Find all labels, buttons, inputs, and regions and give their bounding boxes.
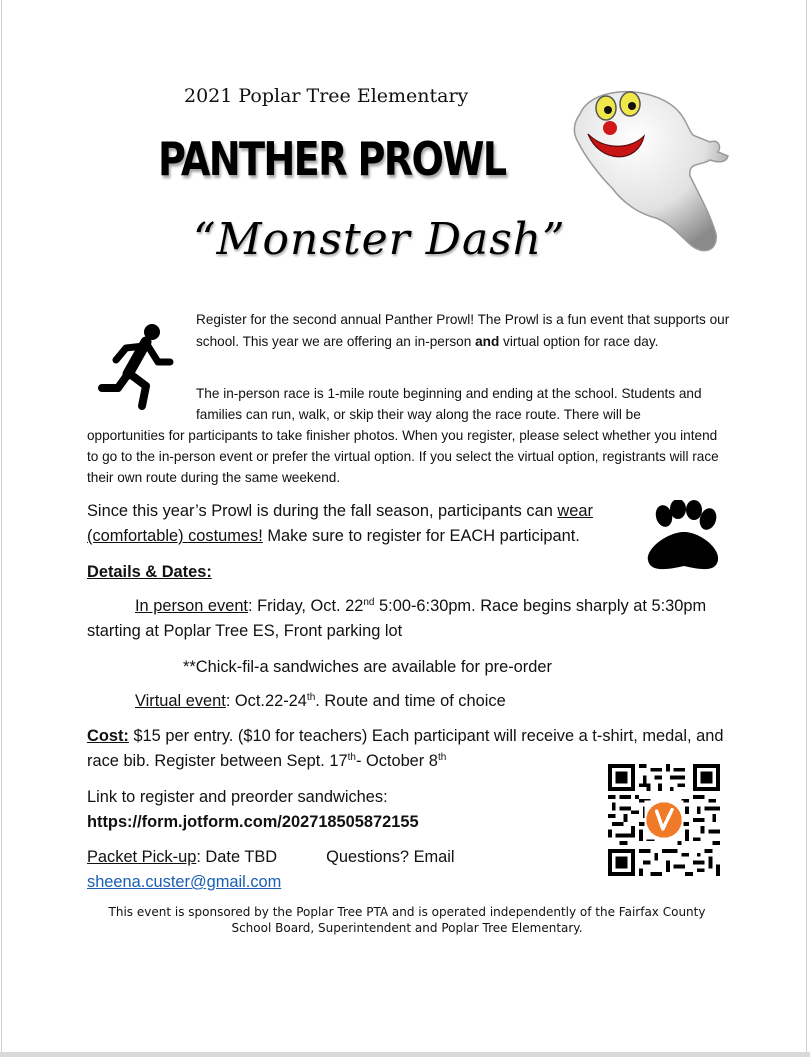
paw-print-icon [644, 500, 724, 574]
virtual-event: Virtual event: Oct.22-24th. Route and time of choice [135, 692, 506, 710]
inperson-description: opportunities for participants to take finisher photos. When you register, please select whether you intend to go to the in-person event or prefer the virtual option. If you select the virtual option, registrants will race their own route during the same weekend. [87, 428, 719, 485]
runner-icon [96, 322, 174, 412]
qr-code[interactable] [608, 764, 720, 876]
inperson-description-top: The in-person race is 1-mile route beginning and ending at the school. Students and families can run, walk, or skip their way along the race route. There will be [196, 386, 702, 422]
details-heading: Details & Dates: [87, 563, 212, 581]
school-line: 2021 Poplar Tree Elementary [184, 85, 469, 107]
chick-fil-a-note: **Chick-fil-a sandwiches are available for pre-order [183, 658, 552, 676]
cost-paragraph: Cost: $15 per entry. ($10 for teachers) Each participant will receive a t-shirt, medal, and race bib. Register between Sept. 17th- October 8th [87, 727, 724, 770]
event-title: PANTHER PROWL [158, 132, 506, 186]
packet-block [87, 845, 587, 895]
intro-paragraph: Register for the second annual Panther Prowl! The Prowl is a fun event that supports our school. This year we are offering an in-person and virtual option for race day. [196, 312, 730, 349]
contact-email-link[interactable]: sheena.custer@gmail.com [87, 873, 282, 891]
page-bottom-edge [0, 1052, 810, 1057]
registration-block [87, 785, 587, 835]
event-subtitle: “Monster Dash” [193, 214, 566, 265]
registration-url[interactable]: https://form.jotform.com/202718505872155 [87, 813, 419, 831]
packet-line: Packet Pick-up: Date TBD Questions? Email [87, 848, 455, 866]
footer-disclaimer: This event is sponsored by the Poplar Tree PTA and is operated independently of the Fairfax County School Board, Superintendent and Poplar Tree Elementary. [108, 905, 706, 935]
inperson-event: In person event: Friday, Oct. 22nd 5:00-6:30pm. Race begins sharply at 5:30pm starting at Poplar Tree ES, Front parking lot [87, 597, 707, 640]
ghost-icon [560, 84, 732, 260]
costume-paragraph: Since this year’s Prowl is during the fall season, participants can wear (comfortable) costumes! Make sure to register for EACH participant. [87, 502, 593, 545]
registration-intro: Link to register and preorder sandwiches: [87, 788, 388, 806]
